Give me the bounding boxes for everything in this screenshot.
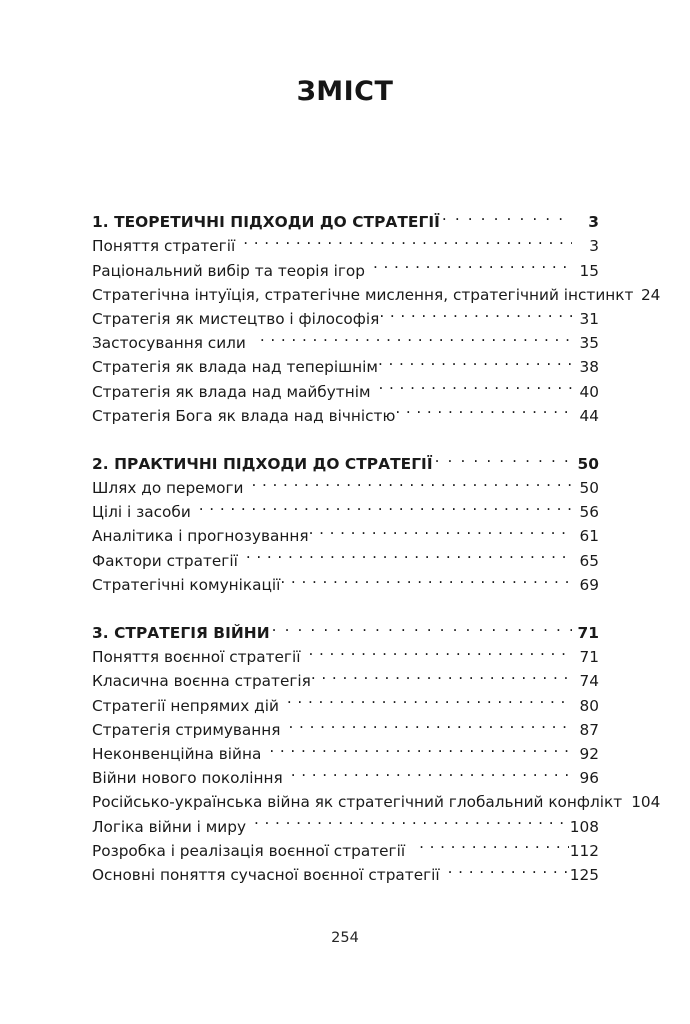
- toc-entry-page-number: 15: [579, 261, 599, 280]
- toc-dot-leader: [379, 372, 573, 396]
- toc-dot-leader: [395, 397, 572, 421]
- toc-dot-leader: [442, 203, 572, 227]
- folio-page-number: 254: [331, 930, 359, 946]
- table-of-contents: [92, 203, 661, 884]
- toc-dot-leader: [254, 807, 569, 831]
- toc-entry-label: Аналітика і прогнозування: [92, 527, 309, 546]
- toc-entry-label: Стратегії непрямих дій: [92, 696, 279, 715]
- toc-dot-leader: [289, 711, 572, 735]
- toc-entry-page-number: 80: [579, 696, 599, 715]
- toc-entry-page-number: 50: [579, 479, 599, 498]
- toc-chapter-row[interactable]: [92, 445, 599, 473]
- toc-entry-page-number: 69: [579, 575, 599, 594]
- toc-entry-label: Стратегія як мистецтво і філософія: [92, 309, 380, 328]
- toc-entry-label: Логіка війни і миру: [92, 817, 246, 836]
- toc-entry-page-number: 87: [579, 720, 599, 739]
- toc-entry-label: Стратегія Бога як влада над вічністю: [92, 406, 396, 425]
- toc-entry-label: Стратегія як влада над теперішнім: [92, 358, 378, 377]
- toc-section: [92, 614, 661, 884]
- toc-entry-label: Раціональний вибір та теорія ігор: [92, 261, 365, 280]
- toc-entry-label: Стратегія як влада над майбутнім: [92, 382, 371, 401]
- toc-dot-leader: [309, 517, 572, 541]
- toc-entry-label: Неконвенційна війна: [92, 744, 262, 763]
- toc-entry-page-number: 108: [569, 817, 599, 836]
- toc-entry-page-number: 112: [569, 841, 599, 860]
- toc-entry-page-number: 74: [579, 672, 599, 691]
- toc-dot-leader: [448, 856, 569, 880]
- toc-entry-label: Розробка і реалізація воєнної стратегії: [92, 841, 406, 860]
- toc-chapter-row[interactable]: [92, 203, 599, 232]
- toc-dot-leader: [243, 227, 572, 251]
- toc-entry-label: Стратегічна інтуїція, стратегічне мислення, стратегічний інстинкт: [92, 285, 634, 304]
- toc-entry-page-number: 44: [579, 406, 599, 425]
- toc-entry-page-number: 3: [589, 237, 599, 256]
- toc-entry-label: Класична воєнна стратегія: [92, 672, 311, 691]
- toc-entry-label: Основні поняття сучасної воєнної стратегії: [92, 865, 440, 884]
- page-title: ЗМІСТ: [296, 76, 394, 107]
- toc-entry-label: Війни нового покоління: [92, 769, 283, 788]
- toc-dot-leader: [291, 759, 572, 783]
- toc-entry-page-number: 35: [579, 334, 599, 353]
- toc-entry-label: Поняття стратегії: [92, 237, 236, 256]
- toc-entry-page-number: 71: [579, 648, 599, 667]
- toc-entry-label: Застосування сили: [92, 334, 246, 353]
- toc-chapter-label: 3. СТРАТЕГІЯ ВІЙНИ: [92, 624, 270, 642]
- toc-chapter-label: 2. ПРАКТИЧНІ ПІДХОДИ ДО СТРАТЕГІЇ: [92, 454, 433, 473]
- toc-entry-page-number: 104: [631, 793, 661, 812]
- toc-dot-leader: [251, 469, 572, 493]
- toc-dot-leader: [272, 614, 572, 638]
- toc-dot-leader: [311, 662, 572, 686]
- toc-chapter-label: 1. ТЕОРЕТИЧНІ ПІДХОДИ ДО СТРАТЕГІЇ: [92, 213, 440, 232]
- toc-dot-leader: [378, 348, 572, 372]
- toc-chapter-page-number: 3: [588, 213, 599, 232]
- toc-entry-page-number: 96: [579, 769, 599, 788]
- toc-dot-leader: [246, 541, 572, 565]
- toc-entry-label: Поняття воєнної стратегії: [92, 648, 301, 667]
- toc-entry-label: Фактори стратегії: [92, 551, 238, 570]
- toc-entry-label: Шлях до перемоги: [92, 479, 244, 498]
- toc-dot-leader: [379, 300, 572, 324]
- toc-section: [92, 203, 661, 425]
- toc-dot-leader: [435, 445, 572, 469]
- toc-dot-leader: [419, 832, 569, 856]
- toc-dot-leader: [308, 638, 572, 662]
- toc-entry-page-number: 31: [579, 309, 599, 328]
- toc-entry-page-number: 56: [579, 503, 599, 522]
- toc-entry-label: Російсько-українська війна як стратегічний глобальний конфлікт: [92, 793, 623, 812]
- toc-entry-page-number: 61: [579, 527, 599, 546]
- toc-chapter-row[interactable]: [92, 614, 599, 642]
- toc-dot-leader: [260, 324, 572, 348]
- toc-dot-leader: [280, 566, 572, 590]
- toc-entry-label: Цілі і засоби: [92, 503, 191, 522]
- toc-entry-page-number: 125: [569, 865, 599, 884]
- toc-dot-leader: [199, 493, 572, 517]
- toc-dot-leader: [373, 251, 572, 275]
- toc-entry-label: Стратегія стримування: [92, 720, 281, 739]
- toc-chapter-page-number: 50: [577, 454, 599, 473]
- toc-dot-leader: [287, 686, 572, 710]
- toc-chapter-page-number: 71: [577, 624, 599, 642]
- toc-section: [92, 445, 599, 594]
- toc-entry-page-number: 38: [579, 358, 599, 377]
- toc-entry-label: Стратегічні комунікації: [92, 575, 281, 594]
- toc-entry-page-number: 40: [579, 382, 599, 401]
- toc-entry-page-number: 24: [640, 285, 661, 304]
- toc-dot-leader: [269, 735, 572, 759]
- toc-entry-page-number: 65: [579, 551, 599, 570]
- toc-entry-page-number: 92: [579, 744, 599, 763]
